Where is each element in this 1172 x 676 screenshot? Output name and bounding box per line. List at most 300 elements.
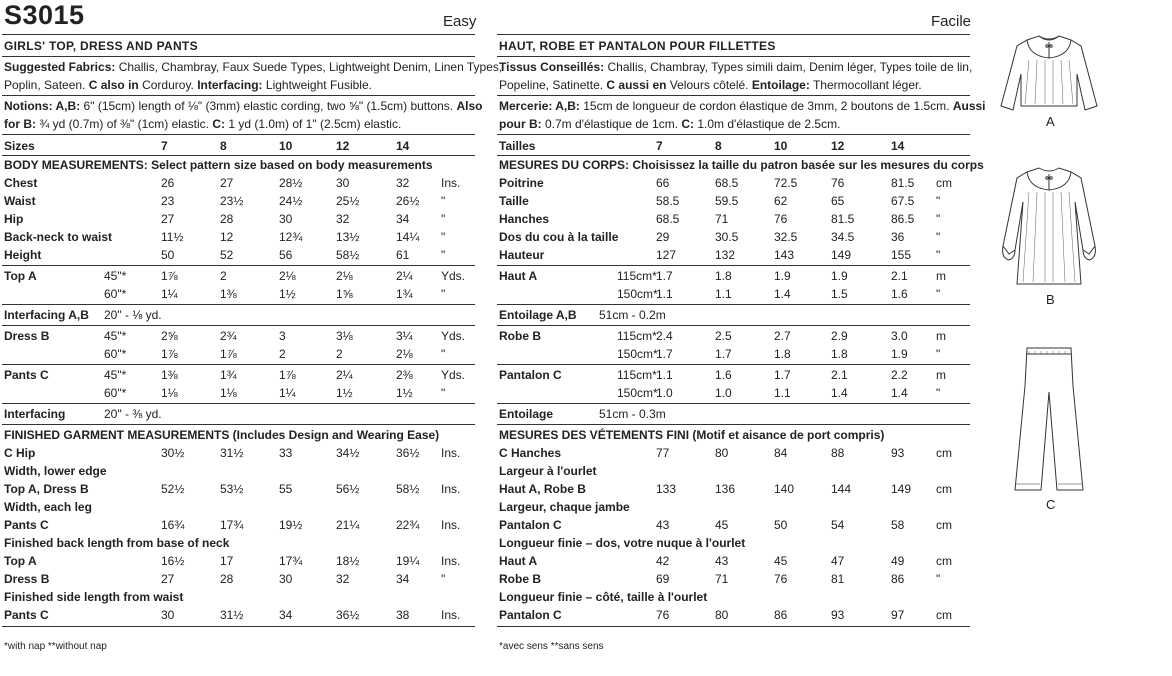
fabrics-text: Thermocollant léger. xyxy=(809,78,922,92)
row-label: Pants C xyxy=(4,518,49,532)
body-row xyxy=(4,192,474,210)
row-value: 66 xyxy=(656,176,670,190)
row-value: 72.5 xyxy=(774,176,798,190)
finished-row xyxy=(499,444,969,462)
row-value: 1.9 xyxy=(774,269,791,283)
view-c-pants-illustration xyxy=(999,346,1099,494)
row-value: 2⅛ xyxy=(336,269,353,283)
row-value: 1½ xyxy=(279,287,296,301)
view-c-label: C xyxy=(1046,497,1056,512)
finished-subheading xyxy=(4,588,474,606)
row-unit: m xyxy=(936,329,946,343)
row-label: Hip xyxy=(4,212,24,226)
yardage-row xyxy=(499,345,969,363)
yardage-row xyxy=(4,384,474,402)
row-value: 2.4 xyxy=(656,329,673,343)
row-label: Longueur finie – dos, votre nuque à l'ourlet xyxy=(499,536,746,550)
row-value: 17¾ xyxy=(279,554,303,568)
row-value: 86 xyxy=(774,608,788,622)
row-value: 2 xyxy=(336,347,343,361)
row-value: 81.5 xyxy=(831,212,855,226)
row-value: 2 xyxy=(220,269,227,283)
row-value: 2⅛ xyxy=(396,347,413,361)
size-header: 8 xyxy=(715,139,722,153)
row-value: 1¾ xyxy=(396,287,413,301)
row-value: 34.5 xyxy=(831,230,855,244)
sizes-label: Tailles xyxy=(499,139,536,153)
notions-label: for B: xyxy=(4,117,36,131)
row-label: Pantalon C xyxy=(499,368,562,382)
footnote-fr: *avec sens **sans sens xyxy=(499,641,604,652)
row-unit: m xyxy=(936,269,946,283)
row-value: 16¾ xyxy=(161,518,185,532)
row-value: 34 xyxy=(396,212,410,226)
row-label: Largeur, chaque jambe xyxy=(499,500,630,514)
notions-label: pour B: xyxy=(499,117,542,131)
yardage-row xyxy=(499,384,969,402)
row-unit: cm xyxy=(936,554,952,568)
row-label: Hanches xyxy=(499,212,550,226)
body-row xyxy=(4,246,474,264)
row-value: 12 xyxy=(220,230,234,244)
row-value: 140 xyxy=(774,482,795,496)
fabric-width: 60"* xyxy=(104,347,127,361)
row-value: 2⅝ xyxy=(161,329,178,343)
row-label: Hauteur xyxy=(499,248,545,262)
row-value: 1⅜ xyxy=(220,287,237,301)
row-value: 80 xyxy=(715,446,729,460)
row-label: Entoilage xyxy=(499,407,554,421)
row-value: 30 xyxy=(279,212,293,226)
row-value: 1.4 xyxy=(774,287,791,301)
row-label: Dress B xyxy=(4,329,50,343)
row-value: 81 xyxy=(831,572,845,586)
finished-heading xyxy=(4,426,474,444)
body-row xyxy=(499,228,969,246)
row-value: 1¼ xyxy=(161,287,178,301)
row-value: 149 xyxy=(831,248,852,262)
row-value: 1.1 xyxy=(715,287,732,301)
row-value: 51cm - 0.2m xyxy=(599,308,666,322)
size-header: 8 xyxy=(220,139,227,153)
size-header: 7 xyxy=(656,139,663,153)
row-value: 84 xyxy=(774,446,788,460)
fabric-width: 60"* xyxy=(104,287,127,301)
row-value: 25½ xyxy=(336,194,360,208)
row-label: Waist xyxy=(4,194,36,208)
row-label: Interfacing A,B xyxy=(4,308,89,322)
fabrics-en xyxy=(4,58,502,94)
row-label: Top A xyxy=(4,269,37,283)
sizes-row xyxy=(4,137,474,155)
row-label: Haut A, Robe B xyxy=(499,482,586,496)
row-label: Dos du cou à la taille xyxy=(499,230,619,244)
row-unit: " xyxy=(441,347,446,361)
row-value: 24½ xyxy=(279,194,303,208)
finished-row xyxy=(4,516,474,534)
row-value: 52 xyxy=(220,248,234,262)
row-value: 136 xyxy=(715,482,736,496)
finished-subheading xyxy=(4,462,474,480)
row-value: 2.1 xyxy=(891,269,908,283)
row-value: 71 xyxy=(715,572,729,586)
row-value: 1.7 xyxy=(656,269,673,283)
row-value: 133 xyxy=(656,482,677,496)
row-label: Pants C xyxy=(4,608,49,622)
row-value: 1⅞ xyxy=(279,368,296,382)
row-unit: Ins. xyxy=(441,554,461,568)
rule xyxy=(2,325,475,326)
row-value: 65 xyxy=(831,194,845,208)
row-value: 1.7 xyxy=(774,368,791,382)
row-value: 21¼ xyxy=(336,518,360,532)
rule xyxy=(2,95,475,96)
row-value: 19¼ xyxy=(396,554,420,568)
row-value: 2¾ xyxy=(220,329,237,343)
size-header: 14 xyxy=(396,139,410,153)
row-value: 1.6 xyxy=(715,368,732,382)
notions-fr xyxy=(499,97,986,133)
fabric-width: 60"* xyxy=(104,386,127,400)
row-label: Width, each leg xyxy=(4,500,92,514)
row-value: 76 xyxy=(831,176,845,190)
row-value: 58 xyxy=(891,518,905,532)
finished-row xyxy=(4,480,474,498)
row-value: 50 xyxy=(161,248,175,262)
row-value: 149 xyxy=(891,482,912,496)
row-label: Taille xyxy=(499,194,529,208)
row-value: 16½ xyxy=(161,554,185,568)
row-value: 28 xyxy=(220,212,234,226)
interfacing-label: Entoilage: xyxy=(751,78,810,92)
row-unit: " xyxy=(441,386,446,400)
rule xyxy=(2,403,475,404)
size-header: 7 xyxy=(161,139,168,153)
view-b-dress-illustration xyxy=(999,162,1099,288)
rule xyxy=(2,265,475,266)
row-value: 30 xyxy=(161,608,175,622)
row-value: 127 xyxy=(656,248,677,262)
row-value: 29 xyxy=(656,230,670,244)
view-a-top-illustration xyxy=(999,30,1099,112)
row-value: 93 xyxy=(831,608,845,622)
row-value: 144 xyxy=(831,482,852,496)
row-value: 45 xyxy=(715,518,729,532)
size-header: 14 xyxy=(891,139,905,153)
notions-text: 15cm de longueur de cordon élastique de 3mm, 2 boutons de 1.5cm. xyxy=(579,99,953,113)
row-value: 1.0 xyxy=(715,386,732,400)
notions-text: 6" (15cm) length of ⅛" (3mm) elastic cording, two ⅝" (1.5cm) buttons. xyxy=(80,99,457,113)
row-label: Width, lower edge xyxy=(4,464,107,478)
rule xyxy=(2,424,475,425)
row-unit: " xyxy=(936,194,941,208)
size-header: 10 xyxy=(279,139,293,153)
row-value: 54 xyxy=(831,518,845,532)
row-value: 81.5 xyxy=(891,176,915,190)
fabrics-text: Lightweight Fusible. xyxy=(262,78,372,92)
row-value: 27 xyxy=(161,212,175,226)
rule xyxy=(497,403,970,404)
row-label: Finished side length from waist xyxy=(4,590,184,604)
row-unit: " xyxy=(936,572,941,586)
footnote-en: *with nap **without nap xyxy=(4,641,107,652)
notions-label: Mercerie: A,B: xyxy=(499,99,580,113)
row-value: 2.1 xyxy=(831,368,848,382)
yardage-row xyxy=(499,285,969,303)
row-value: 50 xyxy=(774,518,788,532)
row-value: 58.5 xyxy=(656,194,680,208)
finished-row xyxy=(4,444,474,462)
row-value: 61 xyxy=(396,248,410,262)
row-value: 1.4 xyxy=(831,386,848,400)
row-value: 1.8 xyxy=(715,269,732,283)
row-value: 14¼ xyxy=(396,230,420,244)
row-value: 31½ xyxy=(220,446,244,460)
row-value: 12¾ xyxy=(279,230,303,244)
row-label: Top A, Dress B xyxy=(4,482,89,496)
row-value: 53½ xyxy=(220,482,244,496)
row-value: 42 xyxy=(656,554,670,568)
row-unit: " xyxy=(936,386,941,400)
fabrics-text: Challis, Chambray, Types simili daim, Denim léger, Types toile de lin, xyxy=(604,60,973,74)
row-value: 2¼ xyxy=(396,269,413,283)
section-heading: BODY MEASUREMENTS: Select pattern size based on body measurements xyxy=(4,158,433,172)
row-value: 143 xyxy=(774,248,795,262)
row-value: 58½ xyxy=(336,248,360,262)
row-value: 1.1 xyxy=(656,287,673,301)
row-value: 88 xyxy=(831,446,845,460)
row-value: 2⅛ xyxy=(279,269,296,283)
finished-row xyxy=(4,570,474,588)
fabric-width: 45"* xyxy=(104,269,127,283)
row-label: Haut A xyxy=(499,269,538,283)
notions-text: 1 yd (1.0m) of 1" (2.5cm) elastic. xyxy=(224,117,402,131)
row-unit: cm xyxy=(936,482,952,496)
fabrics-label: Tissus Conseillés: xyxy=(499,60,605,74)
rule xyxy=(2,626,475,627)
row-value: 1.0 xyxy=(656,386,673,400)
notions-label: C: xyxy=(212,117,225,131)
row-value: 93 xyxy=(891,446,905,460)
row-value: 38 xyxy=(396,608,410,622)
yardage-row xyxy=(4,366,474,384)
fabric-width: 45"* xyxy=(104,368,127,382)
body-row xyxy=(499,246,969,264)
body-row xyxy=(4,228,474,246)
row-value: 3⅛ xyxy=(336,329,353,343)
rule xyxy=(497,424,970,425)
fabrics-label: C aussi en xyxy=(606,78,667,92)
row-label: Top A xyxy=(4,554,37,568)
row-value: 1.9 xyxy=(831,269,848,283)
row-value: 23½ xyxy=(220,194,244,208)
row-value: 76 xyxy=(774,572,788,586)
row-value: 1.9 xyxy=(891,347,908,361)
row-unit: " xyxy=(936,212,941,226)
fabric-width: 150cm* xyxy=(617,347,658,361)
row-value: 30½ xyxy=(161,446,185,460)
row-value: 62 xyxy=(774,194,788,208)
row-unit: Yds. xyxy=(441,368,466,382)
row-value: 1⅜ xyxy=(161,368,178,382)
row-unit: " xyxy=(936,287,941,301)
rule xyxy=(497,95,970,96)
fabrics-fr xyxy=(499,58,972,94)
row-label: Back-neck to waist xyxy=(4,230,113,244)
row-label: Robe B xyxy=(499,572,541,586)
row-value: 1¼ xyxy=(279,386,296,400)
row-value: 36 xyxy=(891,230,905,244)
row-value: 56½ xyxy=(336,482,360,496)
row-value: 23 xyxy=(161,194,175,208)
row-value: 2 xyxy=(279,347,286,361)
fabric-width: 115cm* xyxy=(617,269,657,283)
yardage-row xyxy=(499,366,969,384)
notions-label: Aussi xyxy=(952,99,986,113)
row-value: 155 xyxy=(891,248,912,262)
fabrics-label: Suggested Fabrics: xyxy=(4,60,116,74)
body-row xyxy=(4,174,474,192)
finished-row xyxy=(499,516,969,534)
row-label: C Hip xyxy=(4,446,36,460)
row-value: 3 xyxy=(279,329,286,343)
row-value: 2.5 xyxy=(715,329,732,343)
yardage-row xyxy=(4,285,474,303)
row-value: 30.5 xyxy=(715,230,739,244)
row-unit: " xyxy=(441,194,446,208)
row-value: 3.0 xyxy=(891,329,908,343)
row-value: 2⅜ xyxy=(396,368,413,382)
row-value: 33 xyxy=(279,446,293,460)
rule xyxy=(497,265,970,266)
rule xyxy=(497,56,970,57)
fabrics-text: Challis, Chambray, Faux Suede Types, Lightweight Denim, Linen Types, xyxy=(115,60,503,74)
sizes-row xyxy=(499,137,969,155)
yardage-row xyxy=(4,345,474,363)
row-value: 47 xyxy=(831,554,845,568)
row-value: 77 xyxy=(656,446,670,460)
row-value: 11½ xyxy=(161,230,184,244)
row-unit: Ins. xyxy=(441,608,461,622)
size-header: 12 xyxy=(831,139,845,153)
finished-row xyxy=(4,606,474,624)
fabrics-text: Corduroy. xyxy=(138,78,198,92)
row-value: 68.5 xyxy=(715,176,739,190)
row-value: 1¾ xyxy=(220,368,237,382)
row-value: 1⅞ xyxy=(220,347,237,361)
size-header: 12 xyxy=(336,139,350,153)
row-unit: cm xyxy=(936,518,952,532)
row-label: Height xyxy=(4,248,42,262)
row-value: 1⅛ xyxy=(161,386,178,400)
row-value: 20" - ⅜ yd. xyxy=(104,407,162,421)
row-label: Largeur à l'ourlet xyxy=(499,464,597,478)
row-value: 3¼ xyxy=(396,329,413,343)
yardage-row xyxy=(4,306,474,324)
row-unit: " xyxy=(936,230,941,244)
row-value: 1.8 xyxy=(831,347,848,361)
fabric-width: 45"* xyxy=(104,329,127,343)
notions-en xyxy=(4,97,483,133)
row-value: 67.5 xyxy=(891,194,915,208)
finished-row xyxy=(499,480,969,498)
row-value: 1.1 xyxy=(656,368,673,382)
row-value: 34 xyxy=(396,572,410,586)
yardage-row xyxy=(499,267,969,285)
row-value: 1.8 xyxy=(774,347,791,361)
finished-subheading xyxy=(499,588,969,606)
body-row xyxy=(499,192,969,210)
yardage-row xyxy=(4,267,474,285)
row-value: 45 xyxy=(774,554,788,568)
row-value: 30 xyxy=(279,572,293,586)
finished-row xyxy=(499,606,969,624)
row-value: 1.1 xyxy=(774,386,791,400)
row-value: 51cm - 0.3m xyxy=(599,407,666,421)
row-value: 1⅞ xyxy=(161,347,178,361)
row-label: Finished back length from base of neck xyxy=(4,536,230,550)
row-value: 17¾ xyxy=(220,518,244,532)
title-fr: HAUT, ROBE ET PANTALON POUR FILLETTES xyxy=(499,39,776,53)
size-header: 10 xyxy=(774,139,788,153)
row-value: 26½ xyxy=(396,194,420,208)
row-value: 56 xyxy=(279,248,293,262)
row-label: Robe B xyxy=(499,329,541,343)
row-value: 49 xyxy=(891,554,905,568)
row-label: Pantalon C xyxy=(499,518,562,532)
row-value: 80 xyxy=(715,608,729,622)
view-b-label: B xyxy=(1046,292,1055,307)
row-value: 18½ xyxy=(336,554,360,568)
notions-label: Notions: A,B: xyxy=(4,99,81,113)
row-value: 1.7 xyxy=(656,347,673,361)
rule xyxy=(2,304,475,305)
row-value: 27 xyxy=(161,572,175,586)
row-value: 28 xyxy=(220,572,234,586)
rule xyxy=(2,134,475,135)
fabric-width: 150cm* xyxy=(617,287,658,301)
row-unit: cm xyxy=(936,176,952,190)
row-value: 36½ xyxy=(336,608,360,622)
row-value: 43 xyxy=(656,518,670,532)
row-value: 19½ xyxy=(279,518,303,532)
row-value: 2.2 xyxy=(891,368,908,382)
finished-subheading xyxy=(499,534,969,552)
difficulty-en: Easy xyxy=(443,13,477,30)
row-value: 30 xyxy=(336,176,350,190)
row-value: 132 xyxy=(715,248,736,262)
row-unit: Yds. xyxy=(441,269,466,283)
row-value: 1⅞ xyxy=(161,269,178,283)
yardage-row xyxy=(499,405,969,423)
pattern-number: S3015 xyxy=(4,0,85,30)
finished-subheading xyxy=(499,498,969,516)
row-value: 32 xyxy=(396,176,410,190)
row-unit: " xyxy=(936,347,941,361)
rule xyxy=(497,304,970,305)
row-value: 22¾ xyxy=(396,518,420,532)
row-value: 55 xyxy=(279,482,293,496)
notions-label: C: xyxy=(681,117,695,131)
section-heading: FINISHED GARMENT MEASUREMENTS (Includes Design and Wearing Ease) xyxy=(4,428,440,442)
row-unit: Ins. xyxy=(441,518,461,532)
row-label: Dress B xyxy=(4,572,50,586)
finished-row xyxy=(499,552,969,570)
row-label: Pants C xyxy=(4,368,49,382)
row-value: 76 xyxy=(656,608,670,622)
row-label: Poitrine xyxy=(499,176,544,190)
row-unit: " xyxy=(936,248,941,262)
